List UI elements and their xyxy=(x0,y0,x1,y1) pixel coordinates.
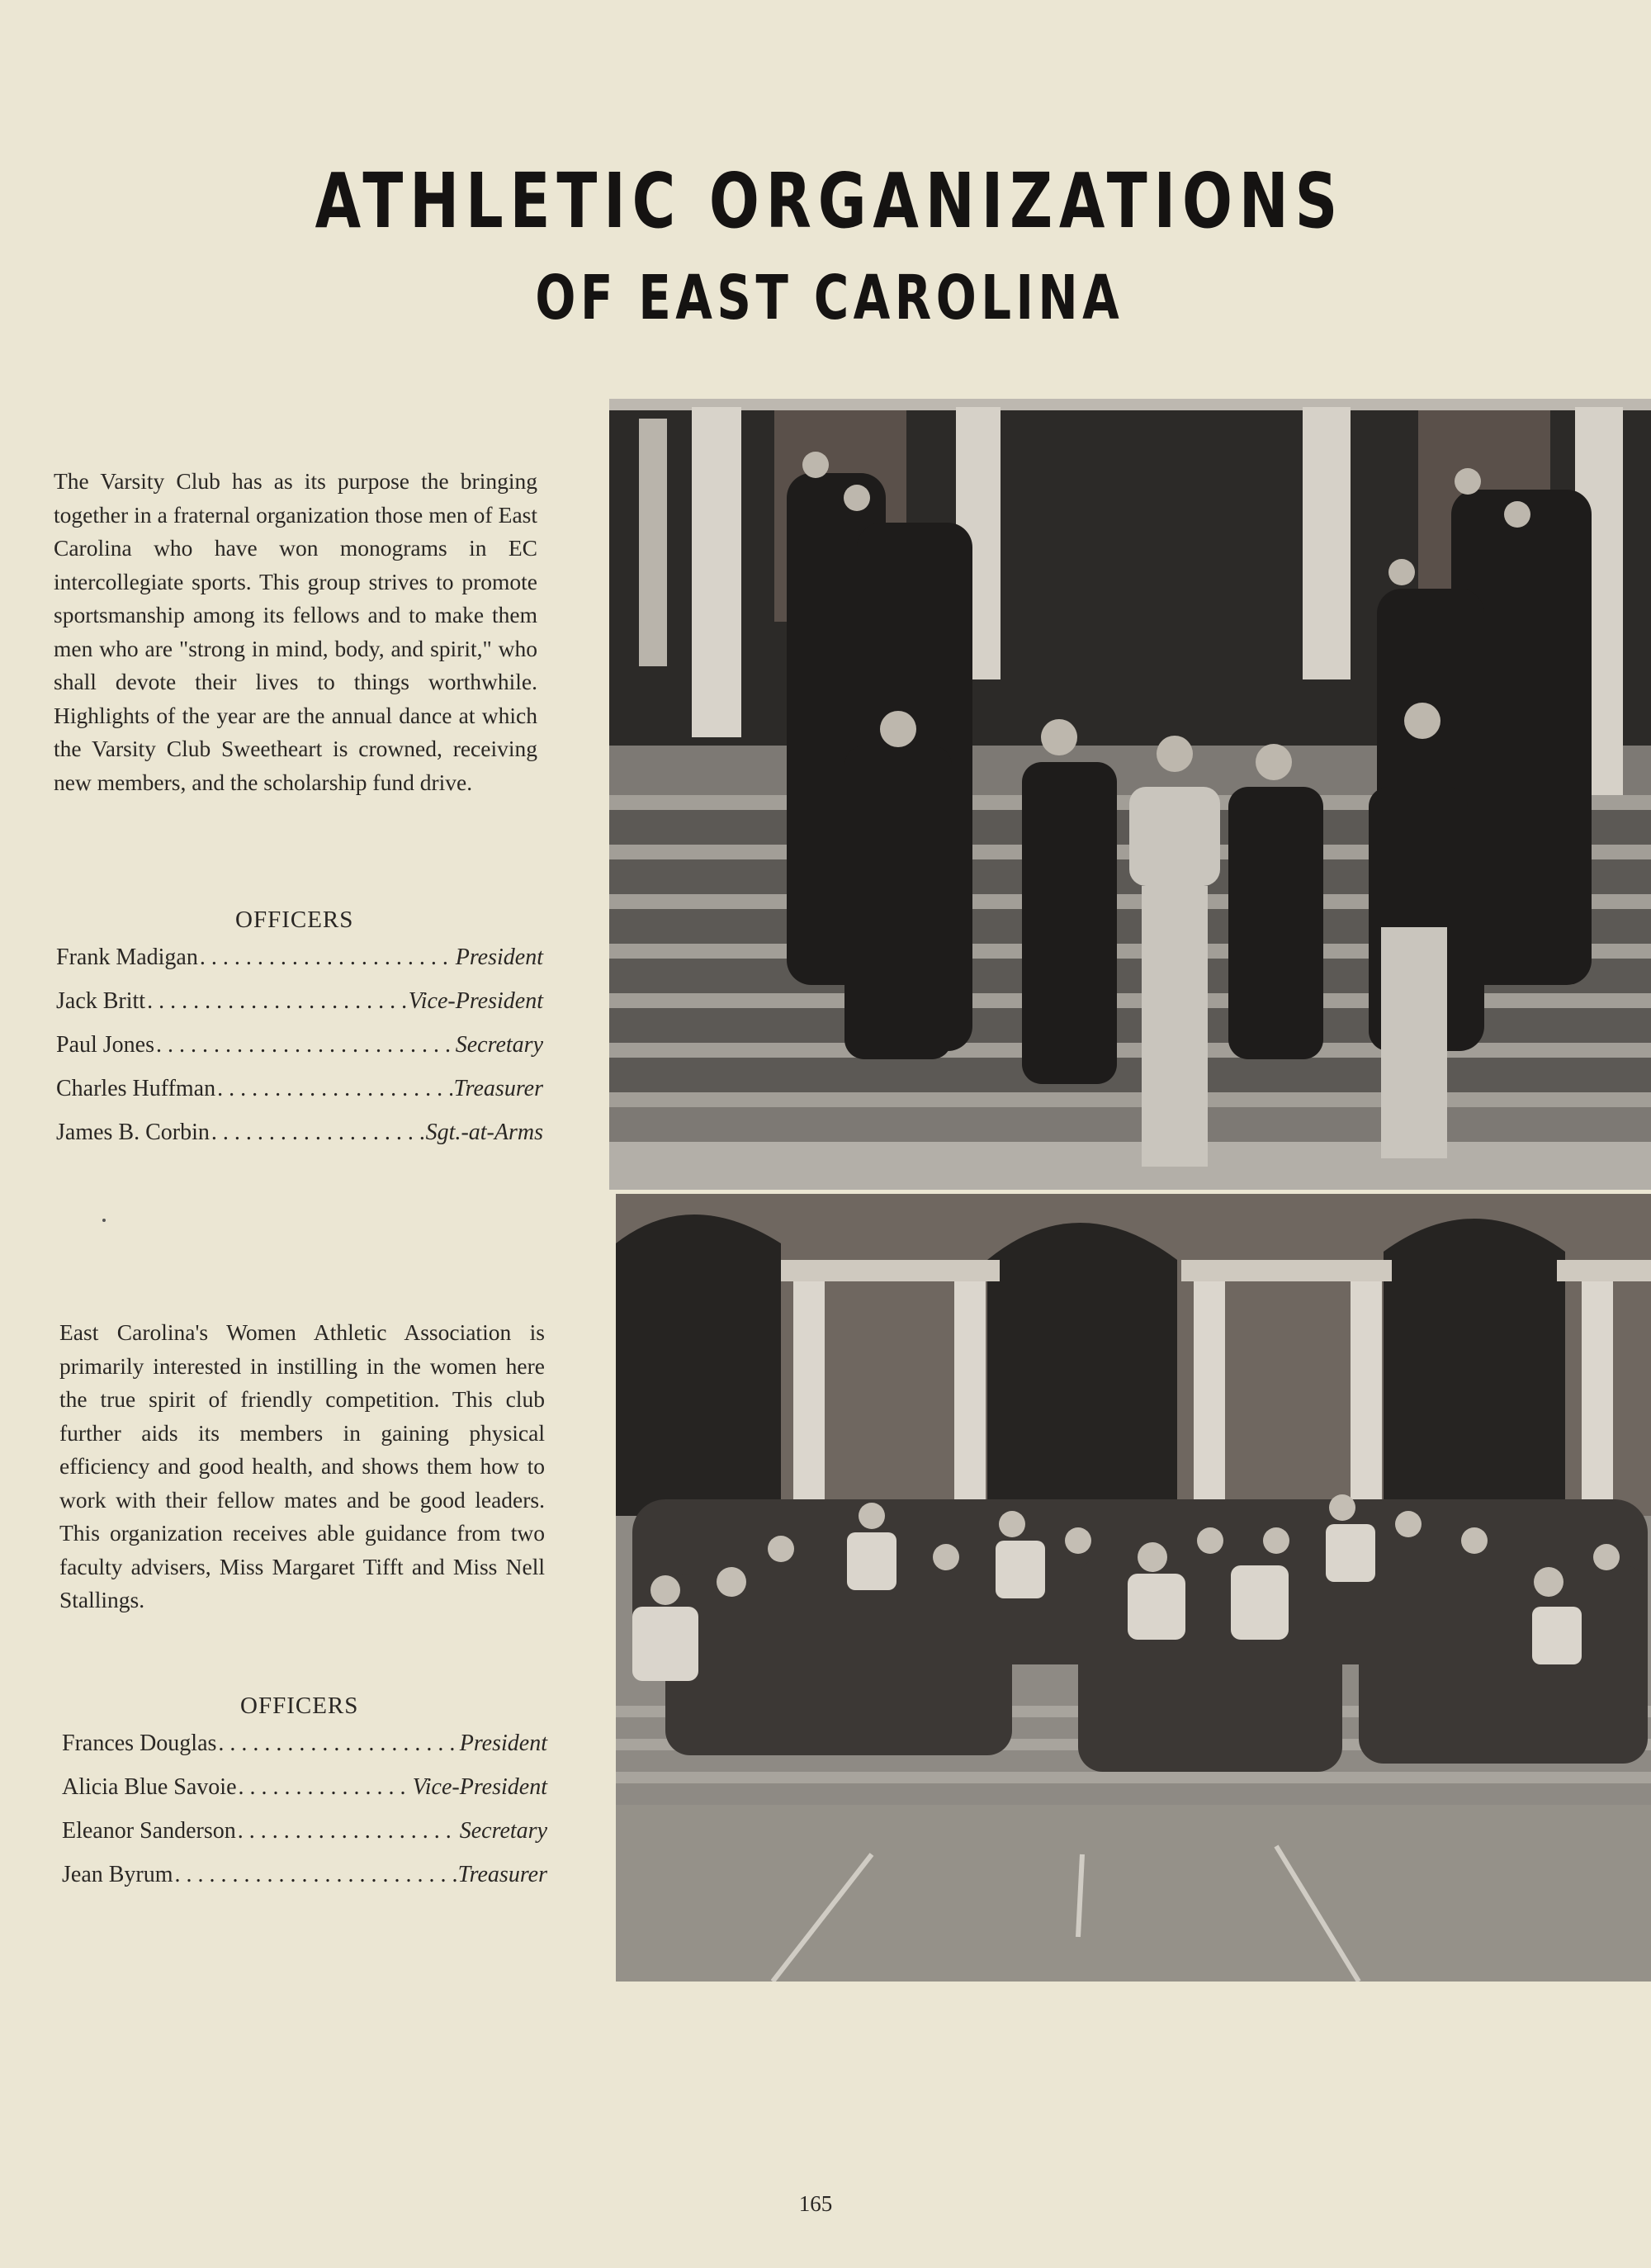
officer-name: Alicia Blue Savoie xyxy=(62,1774,237,1800)
officer-row xyxy=(62,1818,547,1862)
page-number: 165 xyxy=(798,2191,833,2216)
officer-role: President xyxy=(455,945,543,970)
officer-name: Frances Douglas xyxy=(62,1731,217,1756)
officer-role: Secretary xyxy=(455,1032,543,1058)
leader-dots xyxy=(217,1076,452,1102)
varsity-club-officers-heading: OFFICERS xyxy=(235,907,354,933)
womens-athletic-association-group-photo xyxy=(616,1194,1651,1982)
officer-role: Vice-President xyxy=(412,1774,547,1800)
leader-dots xyxy=(200,945,454,971)
waa-officers-heading: OFFICERS xyxy=(240,1693,359,1719)
leader-dots xyxy=(175,1862,457,1888)
officer-name: Paul Jones xyxy=(56,1032,154,1058)
varsity-club-description: The Varsity Club has as its purpose the bringing together in a fraternal organization those men of East Carolina who have won monograms in EC intercollegiate sports. This group strives to promote sportsmanship among its fellows and to make them men who are "strong in mind, body, and spirit," who shall devote their lives to things worthwhile. Highlights of the year are the annual dance at which the Varsity Club Sweetheart is crowned, receiving new members, and the scholarship fund drive. xyxy=(54,468,537,795)
womens-athletic-association-description: East Carolina's Women Athletic Association is primarily interested in instilling in the women here the true spirit of friendly competition. This club further aids its members in gaining physical efficiency and good health, and shows them how to work with their fellow mates and be good leaders. This organization receives able guidance from two faculty advisers, Miss Margaret Tifft and Miss Nell Stallings. xyxy=(59,1319,545,1612)
officer-row xyxy=(56,1032,543,1076)
officer-role: Secretary xyxy=(459,1818,547,1844)
leader-dots xyxy=(156,1032,454,1058)
officer-row xyxy=(56,1120,543,1163)
page-subtitle: OF EAST CAROLINA xyxy=(535,263,1124,334)
officer-name: Jean Byrum xyxy=(62,1862,173,1887)
leader-dots xyxy=(147,988,407,1015)
officer-name: Eleanor Sanderson xyxy=(62,1818,236,1844)
officer-name: Jack Britt xyxy=(56,988,146,1014)
officer-role: Vice-President xyxy=(408,988,543,1014)
leader-dots xyxy=(211,1120,424,1146)
print-speck xyxy=(102,1219,106,1222)
officer-row xyxy=(62,1774,547,1818)
officer-row xyxy=(62,1731,547,1774)
officer-name: James B. Corbin xyxy=(56,1120,210,1145)
officer-row xyxy=(56,945,543,988)
officer-row xyxy=(62,1862,547,1906)
officer-name: Frank Madigan xyxy=(56,945,198,970)
leader-dots xyxy=(239,1774,411,1801)
officer-name: Charles Huffman xyxy=(56,1076,216,1101)
page-title: ATHLETIC ORGANIZATIONS xyxy=(315,157,1345,245)
officer-role: Treasurer xyxy=(453,1076,543,1101)
varsity-club-group-photo xyxy=(609,399,1651,1190)
leader-dots xyxy=(238,1818,458,1844)
officer-role: Sgt.-at-Arms xyxy=(425,1120,543,1145)
officer-role: Treasurer xyxy=(457,1862,547,1887)
officer-row xyxy=(56,988,543,1032)
officer-role: President xyxy=(459,1731,547,1756)
leader-dots xyxy=(218,1731,457,1757)
officer-row xyxy=(56,1076,543,1120)
